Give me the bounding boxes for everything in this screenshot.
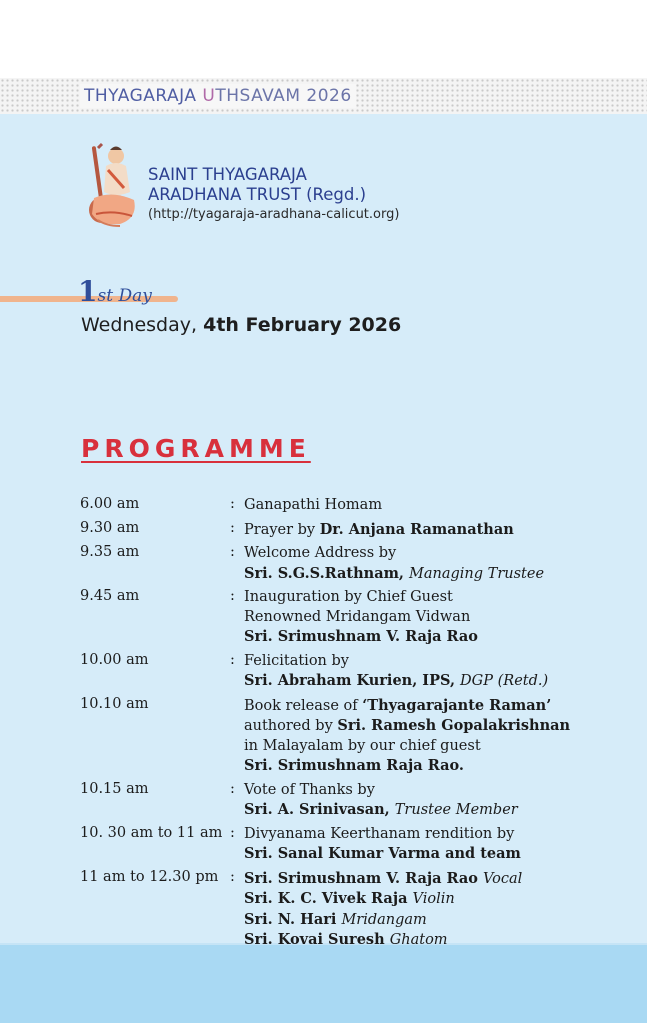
schedule-description-line [244, 825, 640, 845]
event-weekday: Wednesday, [81, 314, 204, 336]
schedule-description-line [244, 800, 640, 821]
schedule-description-line [244, 652, 640, 672]
schedule-description-line [244, 781, 640, 801]
schedule-time: 9.45 am [80, 588, 140, 604]
schedule-description [244, 781, 640, 821]
day-suffix: st Day [97, 286, 152, 306]
schedule-text-segment: Prayer by [244, 521, 320, 538]
schedule-text-segment: Vote of Thanks by [244, 781, 375, 798]
schedule-description [244, 496, 640, 516]
schedule-description-line [244, 910, 640, 931]
schedule-time: 9.30 am [80, 519, 140, 536]
schedule-description-line [244, 844, 640, 865]
schedule-separator: : [230, 824, 235, 841]
schedule-text-segment: Mridangam [341, 911, 427, 928]
schedule-time: 10.00 am [80, 651, 149, 668]
schedule-time: 11 am to 12.30 pm [80, 868, 219, 885]
schedule-text-segment: Divyanama Keerthanam rendition by [244, 825, 515, 842]
schedule-row [80, 544, 640, 584]
schedule-text-segment: Violin [412, 891, 455, 907]
schedule-description-line [244, 696, 640, 717]
schedule-row [80, 781, 640, 821]
schedule-row [80, 496, 640, 516]
schedule-text-segment: authored by [244, 718, 338, 734]
footer-band [0, 943, 647, 1023]
event-title [80, 84, 356, 108]
day-number: 1 [78, 275, 98, 308]
schedule-description-line [244, 627, 640, 648]
schedule-description-line [244, 496, 640, 516]
schedule-text-segment: Sri. Srimushnam Raja Rao. [244, 757, 464, 774]
schedule-time: 10. 30 am to 11 am [80, 824, 223, 841]
day-label [78, 275, 152, 311]
event-title-part3: THSAVAM 2026 [215, 86, 352, 106]
schedule-separator: : [230, 544, 235, 560]
event-date-value: 4th February 2026 [203, 314, 402, 336]
schedule-text-segment: Dr. Anjana Ramanathan [319, 520, 514, 538]
schedule-description-line [244, 737, 640, 757]
programme-schedule [80, 496, 640, 955]
schedule-description-line [244, 930, 640, 951]
schedule-row [80, 825, 640, 865]
schedule-separator: : [230, 868, 235, 885]
schedule-description [244, 588, 640, 648]
schedule-text-segment: in Malayalam by our chief guest [244, 737, 481, 754]
schedule-description-line [244, 869, 640, 890]
schedule-description [244, 520, 640, 541]
schedule-text-segment: Managing Trustee [409, 565, 545, 582]
schedule-text-segment: Sri. Srimushnam V. Raja Rao [244, 628, 478, 645]
schedule-description-line [244, 756, 640, 777]
schedule-row [80, 652, 640, 692]
trust-website-link[interactable]: (http://tyagaraja-aradhana-calicut.org) [148, 207, 400, 222]
schedule-text-segment: Trustee Member [394, 802, 518, 818]
schedule-text-segment: Book release of [244, 697, 363, 714]
trust-name-line1: SAINT THYAGARAJA [148, 165, 307, 184]
schedule-description-line [244, 608, 640, 628]
schedule-description [244, 652, 640, 692]
schedule-description [244, 696, 640, 777]
programme-heading: PROGRAMME [81, 434, 311, 463]
schedule-text-segment: Sri. Kovai Suresh [244, 931, 390, 948]
schedule-description-line [244, 671, 640, 692]
schedule-row [80, 588, 640, 648]
schedule-text-segment: Vocal [483, 870, 523, 887]
schedule-text-segment: Sri. S.G.S.Rathnam, [244, 564, 410, 582]
schedule-description-line [244, 588, 640, 608]
schedule-text-segment: Felicitation by [244, 652, 349, 669]
saint-thyagaraja-logo-icon [76, 140, 142, 232]
event-title-part2: U [196, 86, 216, 106]
schedule-row [80, 520, 640, 541]
schedule-time: 9.35 am [80, 544, 140, 560]
schedule-description-line [244, 520, 640, 541]
schedule-text-segment: Sri. Abraham Kurien, IPS, [244, 672, 461, 689]
schedule-text-segment: Sri. K. C. Vivek Raja [244, 890, 413, 907]
schedule-text-segment: Sri. Ramesh Gopalakrishnan [337, 717, 571, 734]
schedule-text-segment: Sri. Sanal Kumar Varma and team [244, 845, 521, 862]
schedule-separator: : [230, 588, 235, 604]
schedule-separator: : [230, 519, 235, 536]
schedule-text-segment: Ganapathi Homam [244, 497, 383, 513]
trust-name-line2: ARADHANA TRUST (Regd.) [148, 185, 367, 204]
schedule-text-segment: Sri. A. Srinivasan, [244, 801, 395, 818]
schedule-separator: : [230, 651, 235, 668]
schedule-description-line [244, 544, 640, 564]
schedule-description-line [244, 716, 640, 737]
schedule-text-segment: Sri. Srimushnam V. Raja Rao [244, 869, 484, 887]
schedule-text-segment: ‘Thyagarajante Raman’ [362, 696, 552, 714]
schedule-text-segment: Inauguration by Chief Guest [244, 589, 453, 605]
schedule-description [244, 825, 640, 865]
schedule-separator: : [230, 496, 235, 512]
schedule-text-segment: Ghatom [389, 932, 448, 948]
schedule-time: 10.15 am [80, 780, 149, 797]
schedule-text-segment: Sri. N. Hari [244, 910, 342, 928]
top-margin [0, 0, 647, 78]
schedule-description [244, 544, 640, 584]
schedule-text-segment: DGP (Retd.) [460, 673, 549, 689]
event-date [81, 314, 401, 336]
schedule-text-segment: Renowned Mridangam Vidwan [244, 608, 471, 625]
schedule-row [80, 869, 640, 951]
schedule-text-segment: Welcome Address by [244, 545, 397, 561]
schedule-separator [230, 696, 244, 777]
schedule-description [244, 869, 640, 951]
schedule-time: 10.10 am [80, 695, 149, 712]
event-title-part1: THYAGARAJA [84, 86, 197, 106]
schedule-description-line [244, 889, 640, 910]
schedule-description-line [244, 564, 640, 585]
schedule-separator: : [230, 780, 235, 797]
trust-name [148, 165, 366, 205]
schedule-row [80, 696, 640, 777]
schedule-time: 6.00 am [80, 496, 140, 512]
